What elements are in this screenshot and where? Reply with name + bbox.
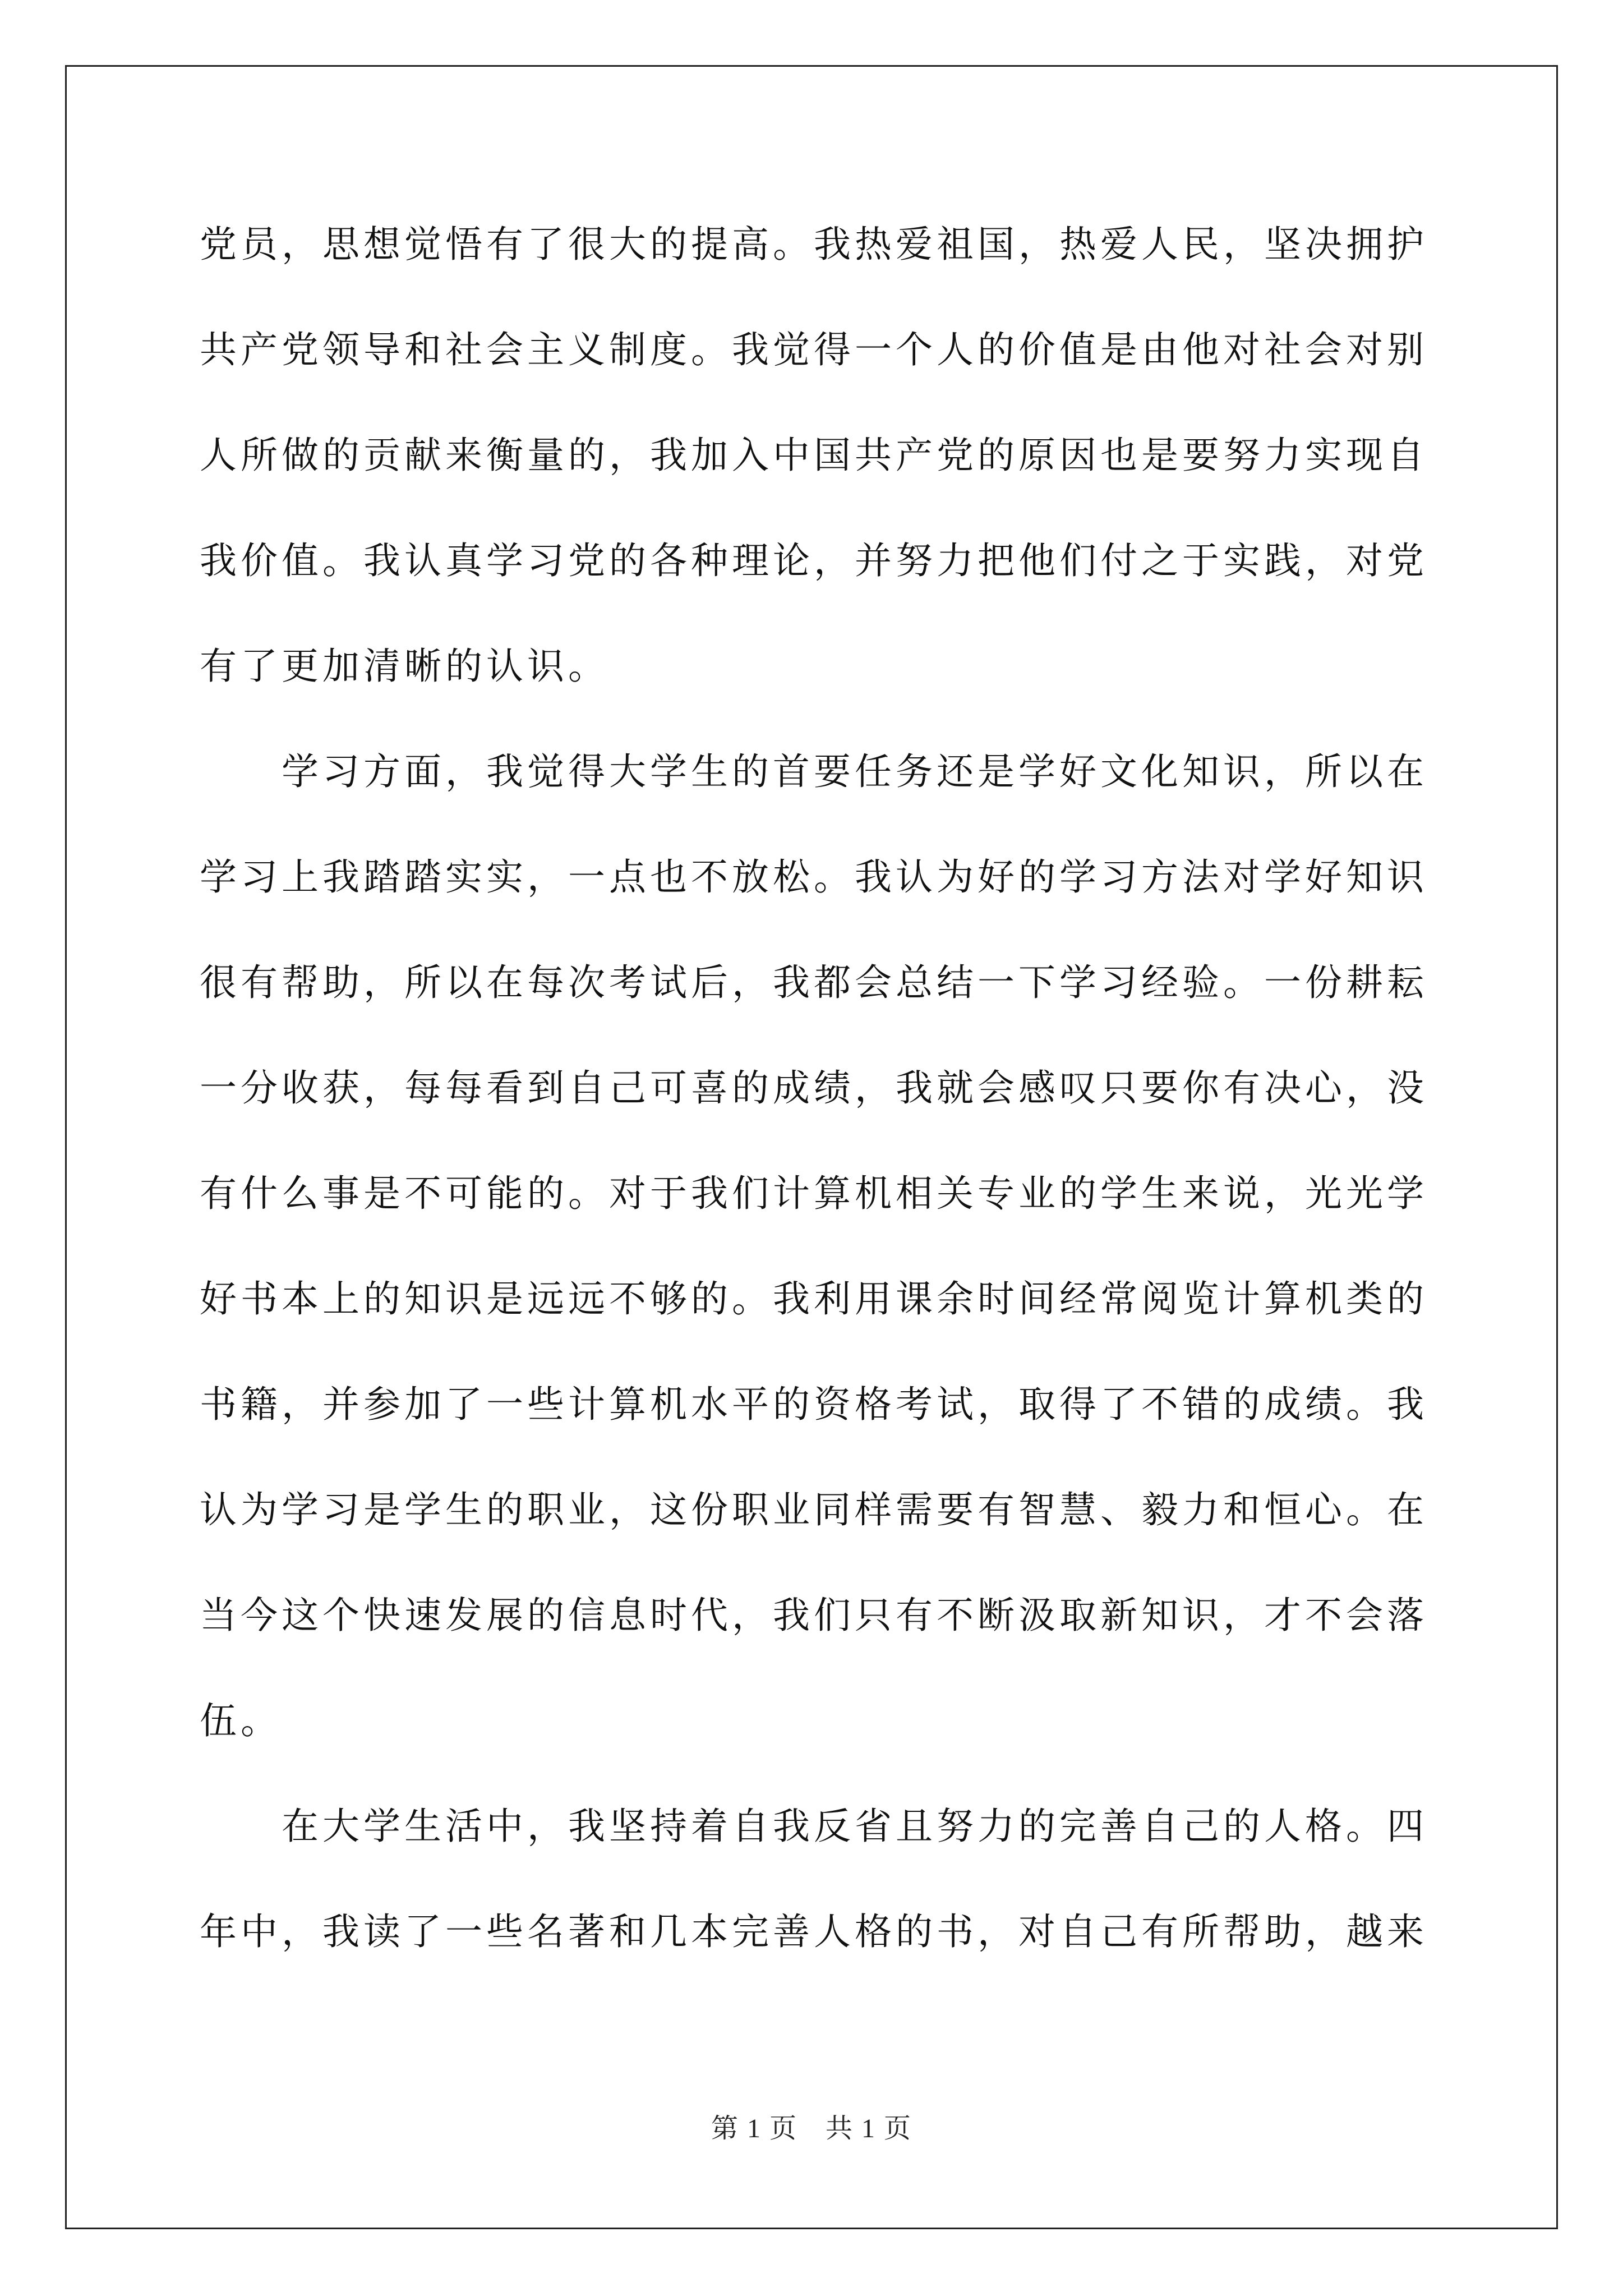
text-line: 共产党领导和社会主义制度。我觉得一个人的价值是由他对社会对别 xyxy=(200,328,1428,371)
text-line: 一分收获，每每看到自己可喜的成绩，我就会感叹只要你有决心，没 xyxy=(200,1066,1428,1110)
text-line: 党员，思想觉悟有了很大的提高。我热爱祖国，热爱人民，坚决拥护 xyxy=(200,223,1428,266)
text-line: 有什么事是不可能的。对于我们计算机相关专业的学生来说，光光学 xyxy=(200,1172,1428,1215)
text-line: 好书本上的知识是远远不够的。我利用课余时间经常阅览计算机类的 xyxy=(200,1277,1428,1320)
text-line: 书籍，并参加了一些计算机水平的资格考试，取得了不错的成绩。我 xyxy=(200,1383,1428,1426)
text-line: 我价值。我认真学习党的各种理论，并努力把他们付之于实践，对党 xyxy=(200,539,1428,582)
text-line: 学习上我踏踏实实，一点也不放松。我认为好的学习方法对学好知识 xyxy=(200,855,1428,899)
text-line: 认为学习是学生的职业，这份职业同样需要有智慧、毅力和恒心。在 xyxy=(200,1488,1428,1531)
text-line: 当今这个快速发展的信息时代，我们只有不断汲取新知识，才不会落 xyxy=(200,1594,1428,1637)
text-line: 很有帮助，所以在每次考试后，我都会总结一下学习经验。一份耕耘 xyxy=(200,961,1428,1004)
document-body xyxy=(200,218,1428,2010)
paragraph-first-line: 在大学生活中，我坚持着自我反省且努力的完善自己的人格。四 xyxy=(282,1805,1428,1848)
text-line: 伍。 xyxy=(200,1699,282,1742)
text-line: 有了更加清晰的认识。 xyxy=(200,645,609,688)
text-line: 年中，我读了一些名著和几本完善人格的书，对自己有所帮助，越来 xyxy=(200,1910,1428,1953)
page-footer: 第 1 页 共 1 页 xyxy=(711,2114,912,2143)
paragraph-first-line: 学习方面，我觉得大学生的首要任务还是学好文化知识，所以在 xyxy=(282,750,1428,793)
text-line: 人所做的贡献来衡量的，我加入中国共产党的原因也是要努力实现自 xyxy=(200,434,1428,477)
